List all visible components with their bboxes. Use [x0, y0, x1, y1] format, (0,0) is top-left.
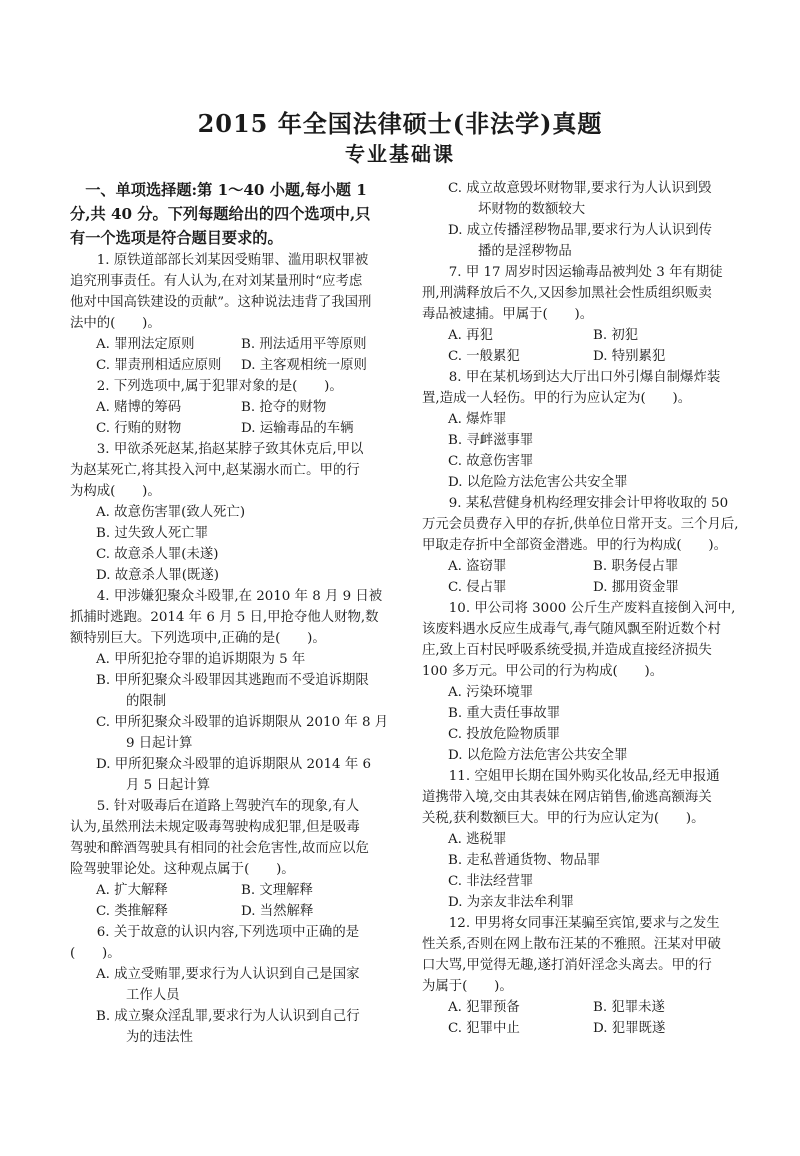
option-text: D. 犯罪既遂: [593, 1021, 666, 1036]
option-text: A. 赌博的筹码: [96, 400, 182, 415]
question-text: 险驾驶罪论处。这种观点属于( )。: [70, 862, 295, 877]
option-text: A. 逃税罪: [448, 832, 507, 847]
option-row: [422, 1018, 748, 1039]
question-text: 抓捕时逃跑。2014 年 6 月 5 日,甲抢夺他人财物,数: [70, 610, 379, 625]
question-text: 为构成( )。: [70, 484, 161, 499]
option-text: D. 为亲友非法牟利罪: [448, 895, 574, 910]
question-text: 5. 针对吸毒后在道路上驾驶汽车的现象,有人: [70, 799, 360, 814]
option-text: D. 以危险方法危害公共安全罪: [448, 475, 628, 490]
option-row: [422, 556, 748, 577]
option-text: B. 走私普通货物、物品罪: [448, 853, 601, 868]
question-text: 6. 关于故意的认识内容,下列选项中正确的是: [70, 925, 360, 940]
option-text: B. 重大责任事故罪: [448, 706, 561, 721]
option-text: A. 再犯: [448, 328, 493, 343]
question-text: 庄,致上百村民呼吸系统受损,并造成直接经济损失: [422, 643, 712, 658]
question-text: 甲取走存折中全部资金潜逃。甲的行为构成( )。: [422, 538, 728, 553]
section-heading: 一、单项选择题:第 1～40 小题,每小题 1: [70, 181, 367, 199]
option-text: C. 犯罪中止: [448, 1021, 520, 1036]
page-title: 2015 年全国法律硕士(非法学)真题: [197, 109, 603, 138]
option-text: C. 投放危险物质罪: [448, 727, 561, 742]
question-text: 为赵某死亡,将其投入河中,赵某溺水而亡。甲的行: [70, 463, 360, 478]
question-text: ( )。: [70, 946, 121, 961]
option-text: B. 成立聚众淫乱罪,要求行为人认识到自己行: [96, 1009, 360, 1024]
option-row: [70, 397, 390, 418]
option-text: C. 甲所犯聚众斗殴罪的追诉期限从 2010 年 8 月: [96, 715, 389, 730]
option-text: B. 文理解释: [241, 883, 313, 898]
option-text: B. 刑法适用平等原则: [241, 337, 367, 352]
option-text: A. 盗窃罪: [448, 559, 507, 574]
option-continuation: 坏财物的数额较大: [478, 202, 586, 217]
option-text: D. 挪用资金罪: [593, 580, 679, 595]
option-continuation: 为的违法性: [126, 1030, 193, 1045]
question-text: 3. 甲欲杀死赵某,掐赵某脖子致其休克后,甲以: [70, 442, 364, 457]
question-text: 法中的( )。: [70, 316, 161, 331]
option-continuation: 月 5 日起计算: [126, 778, 210, 793]
option-row: [422, 577, 748, 598]
question-text: 4. 甲涉嫌犯聚众斗殴罪,在 2010 年 8 月 9 日被: [70, 589, 383, 604]
question-text: 认为,虽然刑法未规定吸毒驾驶构成犯罪,但是吸毒: [70, 820, 360, 835]
option-text: A. 故意伤害罪(致人死亡): [96, 505, 246, 520]
option-text: D. 故意杀人罪(既遂): [96, 568, 219, 583]
question-text: 该废料遇水反应生成毒气,毒气随风飘至附近数个村: [422, 622, 721, 637]
option-text: D. 以危险方法危害公共安全罪: [448, 748, 628, 763]
question-text: 9. 某私营健身机构经理安排会计甲将收取的 50: [422, 496, 729, 511]
option-row: [70, 901, 390, 922]
option-text: C. 一般累犯: [448, 349, 520, 364]
option-text: C. 罪责刑相适应原则: [96, 358, 222, 373]
question-text: 12. 甲男将女同事汪某骗至宾馆,要求与之发生: [422, 916, 720, 931]
option-text: D. 运输毒品的车辆: [241, 421, 354, 436]
question-text: 11. 空姐甲长期在国外购买化妆品,经无申报通: [422, 769, 720, 784]
question-text: 毒品被逮捕。甲属于( )。: [422, 307, 594, 322]
option-text: C. 非法经营罪: [448, 874, 534, 889]
question-text: 关税,获利数额巨大。甲的行为应认定为( )。: [422, 811, 705, 826]
question-text: 追究刑事责任。有人认为,在对刘某量刑时“应考虑: [70, 274, 363, 289]
question-text: 口大骂,甲觉得无趣,遂打消奸淫念头离去。甲的行: [422, 958, 712, 973]
option-text: B. 犯罪未遂: [593, 1000, 665, 1015]
option-text: B. 甲所犯聚众斗殴罪因其逃跑而不受追诉期限: [96, 673, 369, 688]
option-row: [422, 997, 748, 1018]
option-continuation: 播的是淫秽物品: [478, 244, 572, 259]
option-text: B. 抢夺的财物: [241, 400, 327, 415]
option-text: B. 过失致人死亡罪: [96, 526, 209, 541]
option-text: D. 主客观相统一原则: [241, 358, 367, 373]
option-text: D. 当然解释: [241, 904, 314, 919]
option-text: A. 犯罪预备: [448, 1000, 520, 1015]
question-text: 置,造成一人轻伤。甲的行为应认定为( )。: [422, 391, 692, 406]
right-column: [422, 178, 748, 1039]
option-row: [70, 880, 390, 901]
question-text: 8. 甲在某机场到达大厅出口外引爆自制爆炸装: [422, 370, 721, 385]
option-row: [70, 334, 390, 355]
option-text: C. 故意杀人罪(未遂): [96, 547, 219, 562]
option-text: C. 成立故意毁坏财物罪,要求行为人认识到毁: [448, 181, 712, 196]
page-subtitle: 专业基础课: [345, 142, 455, 166]
option-text: C. 类推解释: [96, 904, 168, 919]
option-text: C. 行贿的财物: [96, 421, 182, 436]
option-row: [70, 418, 390, 439]
option-text: A. 成立受贿罪,要求行为人认识到自己是国家: [96, 967, 360, 982]
question-text: 驾驶和醉酒驾驶具有相同的社会危害性,故而应以危: [70, 841, 369, 856]
option-text: C. 侵占罪: [448, 580, 507, 595]
option-text: B. 初犯: [593, 328, 639, 343]
option-text: B. 职务侵占罪: [593, 559, 679, 574]
option-text: B. 寻衅滋事罪: [448, 433, 534, 448]
option-text: A. 爆炸罪: [448, 412, 507, 427]
option-text: D. 成立传播淫秽物品罪,要求行为人认识到传: [448, 223, 713, 238]
question-text: 10. 甲公司将 3000 公斤生产废料直接倒入河中,: [422, 601, 736, 616]
question-text: 为属于( )。: [422, 979, 513, 994]
question-text: 100 多万元。甲公司的行为构成( )。: [422, 664, 664, 679]
option-row: [422, 325, 748, 346]
option-text: A. 扩大解释: [96, 883, 168, 898]
option-text: C. 故意伤害罪: [448, 454, 534, 469]
question-text: 他对中国高铁建设的贡献”。这种说法违背了我国刑: [70, 295, 372, 310]
option-text: A. 甲所犯抢夺罪的追诉期限为 5 年: [96, 652, 306, 667]
section-heading: 有一个选项是符合题目要求的。: [70, 229, 283, 247]
left-column: [70, 178, 390, 1048]
option-row: [70, 355, 390, 376]
question-text: 1. 原铁道部部长刘某因受贿罪、滥用职权罪被: [70, 253, 369, 268]
option-continuation: 工作人员: [126, 988, 180, 1003]
option-continuation: 9 日起计算: [126, 736, 193, 751]
question-text: 性关系,否则在网上散布汪某的不雅照。汪某对甲破: [422, 937, 721, 952]
option-text: A. 污染环境罪: [448, 685, 534, 700]
question-text: 2. 下列选项中,属于犯罪对象的是( )。: [70, 379, 343, 394]
question-text: 万元会员费存入甲的存折,供单位日常开支。三个月后,: [422, 517, 739, 532]
section-heading: 分,共 40 分。下列每题给出的四个选项中,只: [70, 205, 371, 223]
option-row: [422, 346, 748, 367]
question-text: 刑,刑满释放后不久,又因参加黑社会性质组织贩卖: [422, 286, 712, 301]
question-text: 道携带入境,交由其表妹在网店销售,偷逃高额海关: [422, 790, 712, 805]
question-text: 额特别巨大。下列选项中,正确的是( )。: [70, 631, 326, 646]
option-text: D. 甲所犯聚众斗殴罪的追诉期限从 2014 年 6: [96, 757, 371, 772]
option-continuation: 的限制: [126, 694, 167, 709]
option-text: D. 特别累犯: [593, 349, 666, 364]
question-text: 7. 甲 17 周岁时因运输毒品被判处 3 年有期徒: [422, 265, 723, 280]
option-text: A. 罪刑法定原则: [96, 337, 195, 352]
